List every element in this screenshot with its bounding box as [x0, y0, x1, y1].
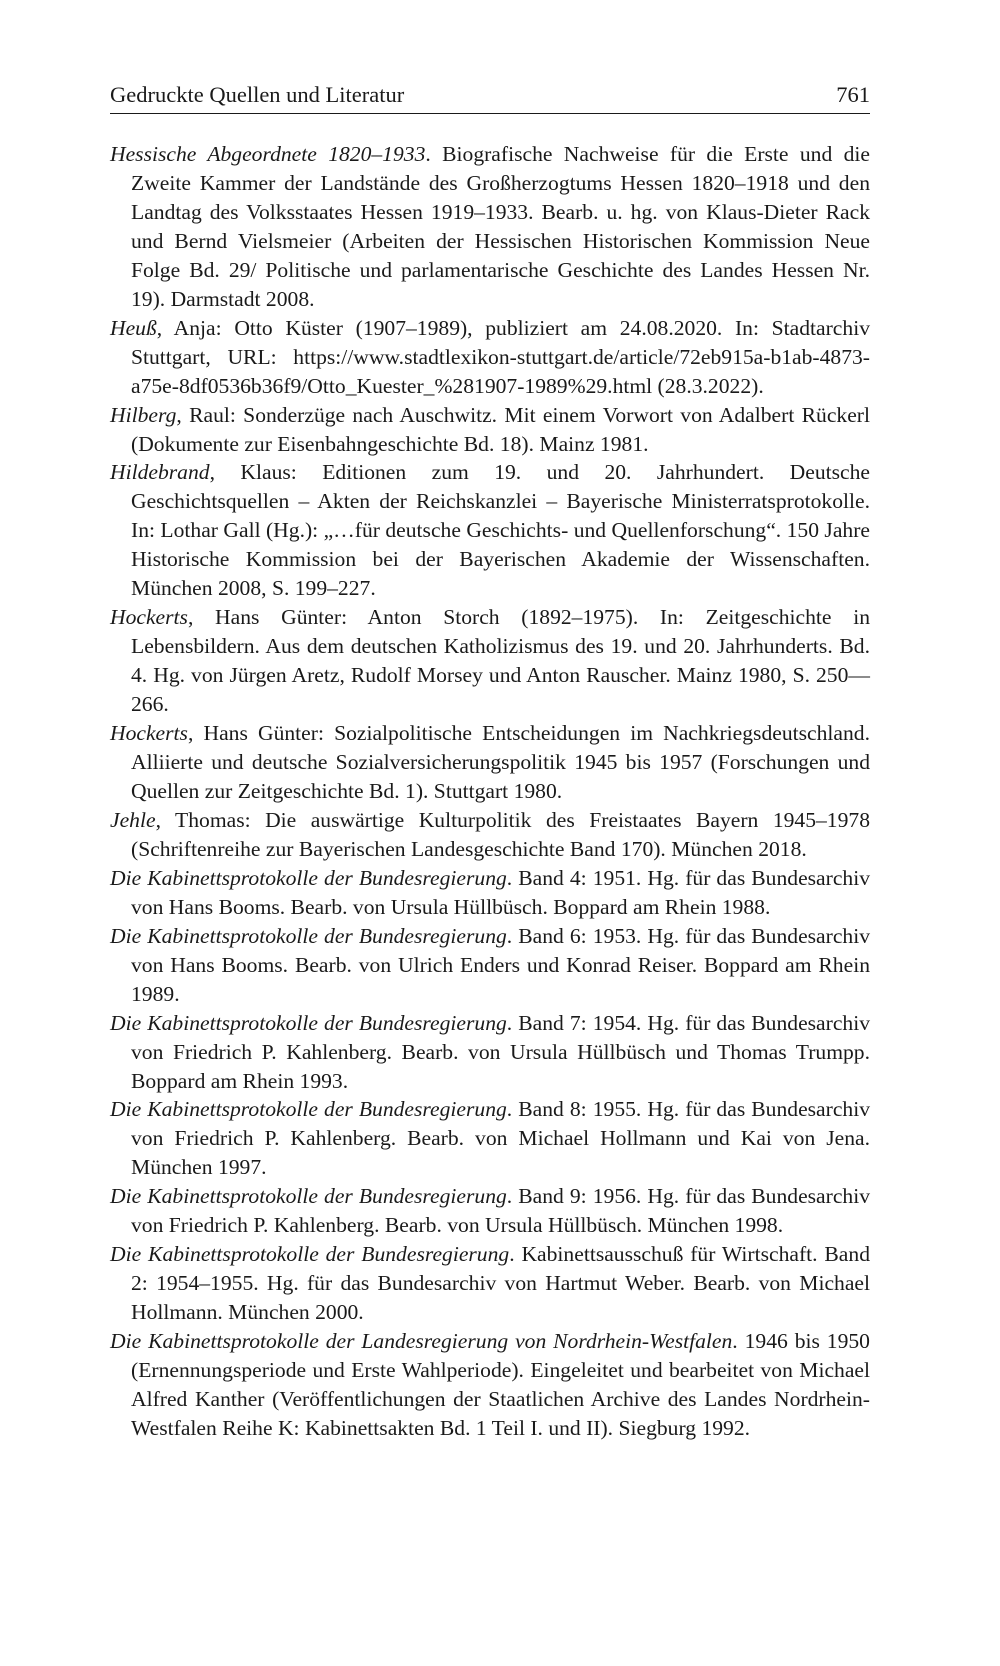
entry-text: , Klaus: Editionen zum 19. und 20. Jahrhundert. Deutsche Geschichtsquellen – Akten der Reichskanzlei – Bayerische Ministerratsprotokolle. In: Lothar Gall (Hg.): „…für deutsche Geschichts- und Quellenforschung“. 150 Jahre Historische Kommission bei der Bayerischen Akademie der Wissenschaften. München 2008, S. 199–227. — [131, 460, 870, 601]
entry-author: Heuß — [110, 315, 157, 340]
running-head — [110, 80, 870, 114]
bibliography-list — [110, 140, 870, 1443]
bibliography-entry — [110, 314, 870, 401]
entry-text: . Band 4: 1951. Hg. für das Bundesarchiv von Hans Booms. Bearb. von Ursula Hüllbüsch. Boppard am Rhein 1988. — [131, 865, 871, 919]
entry-text: . Band 7: 1954. Hg. für das Bundesarchiv von Friedrich P. Kahlenberg. Bearb. von Ursula Hüllbüsch und Thomas Trumpp. Boppard am Rhein 1993. — [131, 1010, 871, 1093]
entry-author: Hildebrand — [110, 460, 210, 485]
entry-text: , Hans Günter: Sozialpolitische Entscheidungen im Nachkriegsdeutschland. Alliierte und deutsche Sozialversicherungspolitik 1945 bis 1957 (Forschungen und Quellen zur Zeitgeschichte Bd. 1). Stuttgart 1980. — [131, 721, 870, 803]
section-title: Gedruckte Quellen und Literatur — [110, 82, 405, 107]
bibliography-entry — [110, 1327, 870, 1443]
entry-text: . Band 6: 1953. Hg. für das Bundesarchiv von Hans Booms. Bearb. von Ulrich Enders und Konrad Reiser. Boppard am Rhein 1989. — [131, 923, 871, 1006]
bibliography-entry — [110, 1182, 870, 1240]
bibliography-entry — [110, 603, 870, 719]
entry-lead: Die Kabinettsprotokolle der Bundesregierung — [110, 1097, 507, 1122]
entry-text: , Raul: Sonderzüge nach Auschwitz. Mit einem Vorwort von Adalbert Rückerl (Dokumente zur Eisenbahngeschichte Bd. 18). Mainz 1981. — [131, 402, 870, 456]
entry-lead: Die Kabinettsprotokolle der Bundesregierung — [110, 1184, 507, 1209]
bibliography-entry — [110, 140, 870, 314]
bibliography-entry — [110, 458, 870, 603]
bibliography-entry — [110, 864, 870, 922]
bibliography-entry — [110, 719, 870, 806]
entry-text: . Biografische Nachweise für die Erste und die Zweite Kammer der Landstände des Großherzogtums Hessen 1820–1918 und den Landtag des Volksstaates Hessen 1919–1933. Bearb. u. hg. von Klaus-Dieter Rack und Bernd Vielsmeier (Arbeiten der Hessischen Historischen Kommission Neue Folge Bd. 29/ Politische und parlamentarische Geschichte des Landes Hessen Nr. 19). Darmstadt 2008. — [131, 142, 870, 311]
entry-author: Hilberg — [110, 402, 177, 427]
entry-author: Hockerts — [110, 605, 188, 630]
entry-lead: Die Kabinettsprotokolle der Bundesregierung — [110, 923, 507, 948]
page-number: 761 — [836, 82, 870, 107]
entry-text: . Band 8: 1955. Hg. für das Bundesarchiv von Friedrich P. Kahlenberg. Bearb. von Michael Hollmann und Kai von Jena. München 1997. — [131, 1097, 871, 1180]
bibliography-entry — [110, 401, 870, 459]
book-page — [110, 80, 870, 1443]
bibliography-entry — [110, 1240, 870, 1327]
entry-author: Hockerts — [110, 721, 188, 746]
entry-text: , Thomas: Die auswärtige Kulturpolitik des Freistaates Bayern 1945–1978 (Schriftenreihe zur Bayerischen Landesgeschichte Band 170). München 2018. — [131, 807, 870, 861]
entry-text: . 1946 bis 1950 (Ernennungsperiode und Erste Wahlperiode). Eingeleitet und bearbeitet von Michael Alfred Kanther (Veröffentlichungen der Staatlichen Archive des Landes Nordrhein-Westfalen Reihe K: Kabinettsakten Bd. 1 Teil I. und II). Siegburg 1992. — [131, 1329, 870, 1440]
entry-lead: Die Kabinettsprotokolle der Bundesregierung — [110, 1010, 507, 1035]
entry-text: . Kabinettsausschuß für Wirtschaft. Band 2: 1954–1955. Hg. für das Bundesarchiv von Hartmut Weber. Bearb. von Michael Hollmann. München 2000. — [131, 1242, 870, 1325]
bibliography-entry — [110, 1009, 870, 1096]
bibliography-entry — [110, 922, 870, 1009]
entry-text: , Hans Günter: Anton Storch (1892–1975). In: Zeitgeschichte in Lebensbildern. Aus dem deutschen Katholizismus des 19. und 20. Jahrhunderts. Bd. 4. Hg. von Jürgen Aretz, Rudolf Morsey und Anton Rauscher. Mainz 1980, S. 250—266. — [131, 605, 870, 717]
entry-text: , Anja: Otto Küster (1907–1989), publiziert am 24.08.2020. In: Stadtarchiv Stuttgart, URL: https://www.stadtlexikon-stuttgart.de/article/72eb915a-b1ab-4873-a75e-8df0536b36f9/Otto_Kuester_%281907-1989%29.html (28.3.2022). — [131, 315, 870, 398]
entry-lead: Die Kabinettsprotokolle der Bundesregierung — [110, 1242, 510, 1267]
bibliography-entry — [110, 1095, 870, 1182]
entry-lead: Die Kabinettsprotokolle der Landesregierung von Nordrhein-Westfalen — [110, 1329, 733, 1354]
entry-lead: Hessische Abgeordnete 1820–1933 — [110, 142, 426, 166]
entry-text: . Band 9: 1956. Hg. für das Bundesarchiv von Friedrich P. Kahlenberg. Bearb. von Ursula Hüllbüsch. München 1998. — [131, 1184, 871, 1238]
entry-author: Jehle — [110, 807, 156, 832]
bibliography-entry — [110, 806, 870, 864]
entry-lead: Die Kabinettsprotokolle der Bundesregierung — [110, 865, 507, 890]
